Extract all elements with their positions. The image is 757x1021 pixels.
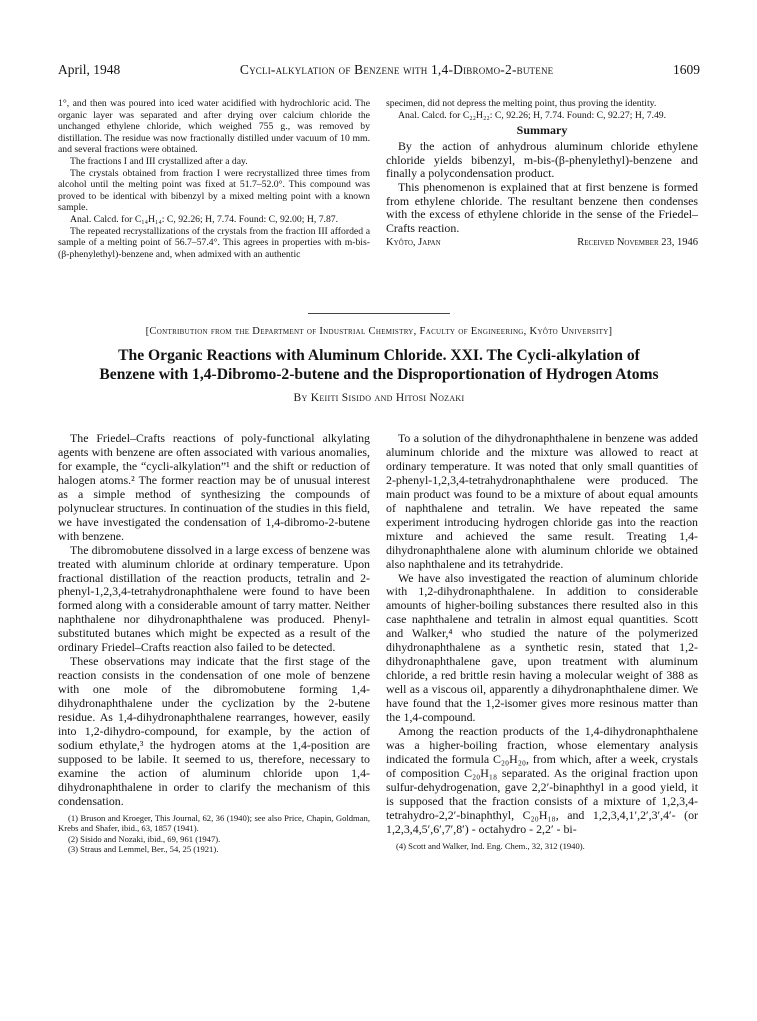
paragraph: Among the reaction products of the 1,4-dihydronaphthalene was a higher-boiling fraction, whose elementary analysis indicated the formula C₂₀H₂₀, from which, after a week, crystals of composition C₂₀H₁₈ separated. As the original fraction upon sulfur-dehydrogenation, gave 2,2′-binaphthyl in a good yield, it is supposed that the fraction consists of a mixture of 1,2,3,4-tetrahydro-2,2′-binaphthyl, C₂₀H₁₈, and 1,2,3,4,1′,2′,3′,4′- (or 1,2,3,4,5′,6′,7′,8′) - octahydro - 2,2′ - bi- [386,724,698,836]
journal-page [58,62,700,1002]
footnote: (1) Bruson and Kroeger, This Journal, 62, 36 (1940); see also Price, Chapin, Goldman, Krebs and Shafer, ibid., 63, 1857 (1941). [58,812,370,834]
body-left-column [58,432,370,854]
received-line [386,237,698,248]
paragraph: To a solution of the dihydronaphthalene in benzene was added aluminum chloride and the mixture was allowed to react at ordinary temperature. It was noted that only small quantities of 2-phenyl-1,2,3,4-tetrahydronaphthalene were produced. The main product was found to be a mixture of about equal amounts of naphthalene and tetralin. We have repeated the same experiment introducing hydrogen chloride gas into the reaction mixture and achieved the same result. Treating 1,4-dihydronaphthalene alone with aluminum chloride we obtained also naphthalene and its tetrahydride. [386,431,698,571]
footnote: (4) Scott and Walker, Ind. Eng. Chem., 32, 312 (1940). [396,840,585,851]
received-date: Received November 23, 1946 [577,237,698,249]
summary-heading: Summary [516,123,568,138]
analysis-line: Anal. Calcd. for C₂₂H₂₂: C, 92.26; H, 7.74. Found: C, 92.27; H, 7.49. [398,109,667,121]
analysis-line: Anal. Calcd. for C₁₄H₁₄: C, 92.26; H, 7.74. Found: C, 92.00; H, 7.87. [70,213,339,225]
authors: By Keiiti Sisido and Hitosi Nozaki [293,392,465,404]
header-running-title: Cycli-alkylation of Benzene with 1,4-Dibromo-2-butene [239,62,554,77]
article-title [58,346,700,384]
paragraph: We have also investigated the reaction of aluminum chloride with 1,2-dihydronaphthalene. In addition to considerable amounts of higher-boiling substances there resulted also in this case naphthalene and tetralin in almost equal quantities. Scott and Walker,⁴ who studied the nature of the polymerized dihydronaphthalene as a synthetic resin, stated that 1,2-dihydronaphthalene gave, upon treatment with aluminum chloride, a red brittle resin having a molecular weight of 388 as well as a viscous oil, apparently a dihydronaphthalene dimer. We have found that the 1,2-isomer gives more resinous matter than the 1,4-compound. [386,570,698,725]
footnote: (2) Sisido and Nozaki, ibid., 69, 961 (1947). [68,833,221,844]
body-right-column [386,432,698,851]
place: Kyôto, Japan [386,237,441,249]
header-date: April, 1948 [58,62,121,77]
paragraph: These observations may indicate that the first stage of the reaction consists in the condensation of one mole of benzene with one mole of the dibromobutene forming 1,4-dihydronaphthalene under the cyclization by the 2-butene residue. As 1,4-dihydronaphthalene rearranges, however, easily into 1,2-dihydro-compound, for example, by the action of sodium ethylate,³ the hydrogen atoms at the 1,4-position are supposed to be labile. It seemed to us, therefore, necessary to examine the action of aluminum chloride upon 1,4-dihydronaphthalene in order to clarify the mechanism of this condensation. [58,654,370,808]
top-right-column [386,98,698,248]
footnotes [58,813,370,855]
footnotes [386,841,698,851]
paragraph: specimen, did not depress the melting point, thus proving the identity. [386,98,657,109]
page-number: 1609 [673,62,700,77]
paragraph: The crystals obtained from fraction I were recrystallized three times from alcohol until the melting point was fixed at 51.7–52.0°. This compound was proved to be identical with bibenzyl by a mixed melting point with a known sample. [58,167,370,214]
section-divider [308,313,450,314]
paragraph: The fractions I and III crystallized after a day. [70,155,248,167]
paragraph: 1°, and then was poured into iced water acidified with hydrochloric acid. The organic layer was separated and after drying over calcium chloride the unchanged ethylene chloride, which weighed 755 g., was removed by distillation. The residue was now fractionally distilled under vacuum of 10 mm. and several fractions were obtained. [58,98,370,156]
paragraph: The Friedel–Crafts reactions of poly-functional alkylating agents with benzene are often associated with various anomalies, for example, the “cycli-alkylation”¹ and the shift or reduction of halogen atoms.² The former reaction may be of unusual interest as a simple method of synthesizing the compounds of polynuclear structures. In continuation of the studies in this field, we have investigated the condensation of 1,4-dibromo-2-butene with benzene. [58,431,370,543]
title-line: Benzene with 1,4-Dibromo-2-butene and the Disproportionation of Hydrogen Atoms [99,366,659,383]
footnote: (3) Straus and Lemmel, Ber., 54, 25 (1921). [68,843,219,854]
summary-paragraph: This phenomenon is explained that at first benzene is formed from ethylene chloride. The resultant benzene then condenses with the excess of ethylene chloride in the sense of the Friedel–Crafts reaction. [386,179,698,235]
paragraph: The repeated recrystallizations of the crystals from the fraction III afforded a sample of a melting point of 56.7–57.4°. This agrees in properties with m-bis-(β-phenylethyl)-benzene and, when admixed with an authentic [58,225,370,260]
running-header [58,62,700,80]
summary-paragraph: By the action of anhydrous aluminum chloride ethylene chloride yields bibenzyl, m-bis-(β-phenylethyl)-benzene and finally a polycondensation product. [386,139,698,181]
top-left-column [58,98,370,260]
contribution-line: [Contribution from the Department of Industrial Chemistry, Faculty of Engineering, Kyôto University] [145,326,613,337]
title-line: The Organic Reactions with Aluminum Chloride. XXI. The Cycli-alkylation of [118,347,640,364]
paragraph: The dibromobutene dissolved in a large excess of benzene was treated with aluminum chloride at ordinary temperature. Upon fractional distillation of the reaction products, tetralin and 2-phenyl-1,2,3,4-tetrahydronaphthalene were found to have been formed along with a considerable amount of tarry matter. Neither naphthalene nor dihydronaphthalene was produced. Phenyl-substituted butanes which might be expected as a result of the ordinary Friedel–Crafts reaction also failed to be detected. [58,542,370,655]
